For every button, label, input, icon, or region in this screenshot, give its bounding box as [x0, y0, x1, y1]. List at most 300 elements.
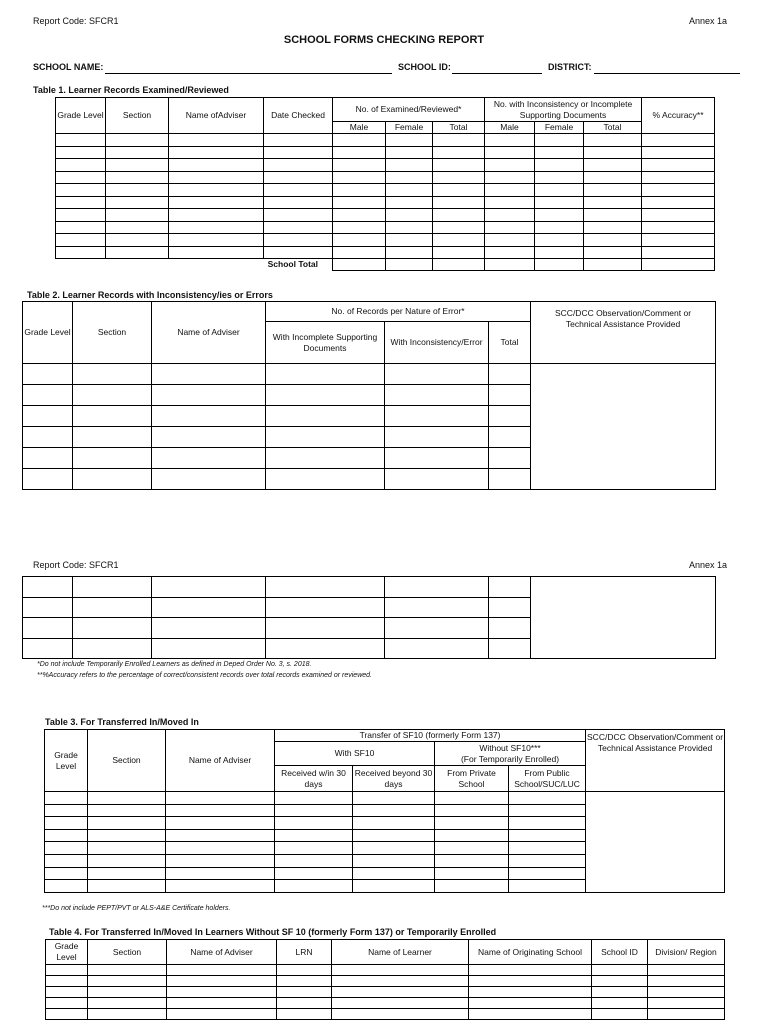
table-cell[interactable] [386, 221, 433, 234]
table-cell[interactable] [169, 246, 264, 259]
table-cell[interactable] [275, 880, 353, 893]
table-cell[interactable] [584, 209, 642, 222]
table-cell[interactable] [56, 234, 106, 247]
table-cell[interactable] [45, 829, 88, 842]
table-cell[interactable] [435, 854, 509, 867]
table-cell[interactable] [45, 804, 88, 817]
t1-total-cell[interactable] [485, 259, 535, 271]
table-cell[interactable] [535, 209, 584, 222]
table-cell[interactable] [353, 854, 435, 867]
table-cell[interactable] [333, 184, 386, 197]
table-cell[interactable] [88, 1009, 167, 1020]
t1-total-cell[interactable] [333, 259, 386, 271]
table-cell[interactable] [333, 196, 386, 209]
table-cell[interactable] [264, 246, 333, 259]
table-cell[interactable] [435, 792, 509, 805]
table-cell[interactable] [332, 1009, 469, 1020]
table-cell[interactable] [266, 638, 385, 659]
table-cell[interactable] [509, 804, 586, 817]
table-cell[interactable] [169, 196, 264, 209]
table-cell[interactable] [264, 196, 333, 209]
table-cell[interactable] [166, 817, 275, 830]
table-cell[interactable] [489, 638, 531, 659]
table-cell[interactable] [333, 134, 386, 147]
table-cell[interactable] [88, 854, 166, 867]
table-cell[interactable] [277, 987, 332, 998]
table-cell[interactable] [435, 817, 509, 830]
table-cell[interactable] [584, 134, 642, 147]
table-cell[interactable] [88, 965, 167, 976]
table-cell[interactable] [433, 171, 485, 184]
table-cell[interactable] [166, 792, 275, 805]
table-cell[interactable] [489, 597, 531, 618]
table-cell[interactable] [169, 209, 264, 222]
table-cell[interactable] [152, 448, 266, 469]
table-cell[interactable] [353, 792, 435, 805]
t1-total-cell[interactable] [584, 259, 642, 271]
table-cell[interactable] [106, 234, 169, 247]
table-cell[interactable] [385, 406, 489, 427]
table-cell[interactable] [485, 246, 535, 259]
table-cell[interactable] [584, 234, 642, 247]
table-cell[interactable] [386, 171, 433, 184]
table-cell[interactable] [584, 159, 642, 172]
table-cell[interactable] [509, 817, 586, 830]
table4-caption: Table 4. For Transferred In/Moved In Learners Without SF 10 (formerly Form 137) or Temporarily Enrolled [49, 927, 497, 937]
table-cell[interactable] [275, 842, 353, 855]
table-cell[interactable] [106, 171, 169, 184]
t3-section-header: Section [88, 730, 166, 792]
table-cell[interactable] [433, 184, 485, 197]
school-id-field[interactable] [452, 73, 542, 74]
table-cell[interactable] [469, 965, 592, 976]
table-cell[interactable] [584, 171, 642, 184]
table-cell[interactable] [584, 146, 642, 159]
table-cell[interactable] [88, 880, 166, 893]
table-cell[interactable] [642, 134, 715, 147]
table-cell[interactable] [485, 146, 535, 159]
table-cell[interactable] [277, 965, 332, 976]
table-cell[interactable] [152, 597, 266, 618]
table-cell[interactable] [642, 171, 715, 184]
table-cell[interactable] [489, 577, 531, 598]
table-cell[interactable] [23, 577, 73, 598]
table-cell[interactable] [73, 597, 152, 618]
table-cell[interactable] [353, 867, 435, 880]
table-cell[interactable] [333, 146, 386, 159]
t1-male-header-2: Male [485, 122, 535, 134]
table-cell[interactable] [385, 469, 489, 490]
table-cell[interactable] [88, 829, 166, 842]
table-cell[interactable] [489, 448, 531, 469]
table-cell[interactable] [469, 987, 592, 998]
table-row [56, 196, 715, 209]
table-cell[interactable] [277, 976, 332, 987]
table-cell[interactable] [642, 234, 715, 247]
table-cell[interactable] [169, 184, 264, 197]
table-cell[interactable] [169, 234, 264, 247]
table-cell[interactable] [45, 867, 88, 880]
table-cell[interactable] [648, 1009, 725, 1020]
table-cell[interactable] [23, 618, 73, 639]
table-cell[interactable] [642, 209, 715, 222]
t1-total-cell[interactable] [535, 259, 584, 271]
t2-body [23, 364, 716, 490]
table-cell[interactable] [23, 448, 73, 469]
table-cell[interactable] [535, 221, 584, 234]
table-cell[interactable] [88, 804, 166, 817]
table-row [56, 134, 715, 147]
table-cell[interactable] [88, 867, 166, 880]
table-cell[interactable] [433, 159, 485, 172]
table-cell[interactable] [433, 146, 485, 159]
table-cell[interactable] [166, 854, 275, 867]
table-cell[interactable] [435, 804, 509, 817]
table-cell[interactable] [489, 618, 531, 639]
table-cell[interactable] [485, 209, 535, 222]
t1-male-header: Male [333, 122, 386, 134]
table-cell[interactable] [73, 577, 152, 598]
table-cell[interactable] [385, 364, 489, 385]
table-cell[interactable] [485, 234, 535, 247]
t4-lrn-header: LRN [277, 940, 332, 965]
table-cell[interactable] [509, 829, 586, 842]
table-cell[interactable] [56, 159, 106, 172]
table-cell[interactable] [46, 987, 88, 998]
table-cell[interactable] [642, 146, 715, 159]
table-cell[interactable] [333, 234, 386, 247]
school-name-field[interactable] [105, 73, 392, 74]
table-cell[interactable] [535, 171, 584, 184]
table-cell[interactable] [264, 209, 333, 222]
table-cell[interactable] [264, 184, 333, 197]
table-cell[interactable] [584, 221, 642, 234]
table-cell[interactable] [73, 385, 152, 406]
table-cell[interactable] [88, 817, 166, 830]
table-cell[interactable] [73, 469, 152, 490]
table-cell[interactable] [435, 842, 509, 855]
table-cell[interactable] [592, 987, 648, 998]
table-cell[interactable] [275, 829, 353, 842]
table-row [46, 976, 725, 987]
table-cell[interactable] [353, 817, 435, 830]
table-cell[interactable] [106, 196, 169, 209]
table-cell[interactable] [489, 427, 531, 448]
table-cell[interactable] [277, 998, 332, 1009]
page-title: SCHOOL FORMS CHECKING REPORT [283, 34, 485, 46]
table-cell[interactable] [535, 246, 584, 259]
table-cell[interactable] [592, 1009, 648, 1020]
table-cell[interactable] [592, 998, 648, 1009]
table-cell[interactable] [584, 184, 642, 197]
table-cell[interactable] [642, 221, 715, 234]
table-cell[interactable] [152, 469, 266, 490]
table-cell[interactable] [266, 364, 385, 385]
t2c-body [23, 577, 716, 659]
table-cell[interactable] [489, 385, 531, 406]
table-cell[interactable] [535, 146, 584, 159]
table-cell[interactable] [266, 577, 385, 598]
table-cell[interactable] [648, 965, 725, 976]
table-cell[interactable] [166, 867, 275, 880]
table-cell[interactable] [56, 221, 106, 234]
table-cell[interactable] [435, 829, 509, 842]
table-cell[interactable] [332, 965, 469, 976]
table-cell[interactable] [509, 792, 586, 805]
table-cell[interactable] [152, 638, 266, 659]
table-cell[interactable] [469, 998, 592, 1009]
table-cell[interactable] [386, 234, 433, 247]
district-field[interactable] [594, 73, 740, 74]
table-cell[interactable] [275, 817, 353, 830]
table-row [56, 221, 715, 234]
table-cell[interactable] [23, 427, 73, 448]
table-cell[interactable] [45, 817, 88, 830]
table-cell[interactable] [45, 792, 88, 805]
table-cell[interactable] [266, 597, 385, 618]
table-cell[interactable] [73, 364, 152, 385]
table-cell[interactable] [386, 146, 433, 159]
t3-temp-enrolled-label: (For Temporarily Enrolled) [460, 753, 560, 764]
table-cell[interactable] [332, 976, 469, 987]
table-cell[interactable] [152, 427, 266, 448]
table-cell[interactable] [169, 221, 264, 234]
table-cell[interactable] [485, 196, 535, 209]
table-cell[interactable] [385, 448, 489, 469]
table-cell[interactable] [56, 146, 106, 159]
table-cell[interactable] [333, 209, 386, 222]
t1-total-cell[interactable] [386, 259, 433, 271]
table-cell[interactable] [353, 880, 435, 893]
table-cell[interactable] [266, 469, 385, 490]
table-cell[interactable] [106, 221, 169, 234]
table-cell[interactable] [88, 792, 166, 805]
table-cell[interactable] [23, 638, 73, 659]
table-cell[interactable] [386, 184, 433, 197]
table-cell[interactable] [385, 618, 489, 639]
table-cell[interactable] [56, 209, 106, 222]
table-cell[interactable] [509, 854, 586, 867]
footnote-3: ***Do not include PEPT/PVT or ALS-A&E Certificate holders. [42, 905, 231, 912]
table-cell[interactable] [642, 246, 715, 259]
table-cell[interactable] [332, 998, 469, 1009]
table-cell[interactable] [166, 804, 275, 817]
table-cell[interactable] [264, 146, 333, 159]
table-cell[interactable] [167, 976, 277, 987]
table-cell[interactable] [509, 842, 586, 855]
table-cell[interactable] [56, 134, 106, 147]
table-cell[interactable] [333, 246, 386, 259]
table-cell[interactable] [535, 196, 584, 209]
table-cell[interactable] [46, 998, 88, 1009]
table-cell[interactable] [167, 987, 277, 998]
table-cell[interactable] [56, 171, 106, 184]
observation-cell[interactable] [586, 792, 725, 893]
table-cell[interactable] [433, 196, 485, 209]
table-cell[interactable] [167, 1009, 277, 1020]
table-cell[interactable] [266, 406, 385, 427]
table-cell[interactable] [485, 134, 535, 147]
table-cell[interactable] [485, 159, 535, 172]
table-cell[interactable] [485, 221, 535, 234]
table-cell[interactable] [435, 880, 509, 893]
page2-report-code: Report Code: SFCR1 [33, 560, 119, 570]
table-cell[interactable] [385, 385, 489, 406]
table-cell[interactable] [385, 638, 489, 659]
observation-cell[interactable] [531, 364, 716, 490]
table-cell[interactable] [46, 965, 88, 976]
table-cell[interactable] [45, 842, 88, 855]
table-cell[interactable] [333, 221, 386, 234]
table-cell[interactable] [264, 159, 333, 172]
table-cell[interactable] [535, 234, 584, 247]
table-cell[interactable] [106, 134, 169, 147]
table-cell[interactable] [88, 987, 167, 998]
table-cell[interactable] [169, 146, 264, 159]
table-cell[interactable] [106, 246, 169, 259]
table-cell[interactable] [23, 597, 73, 618]
table-cell[interactable] [152, 385, 266, 406]
table-cell[interactable] [166, 829, 275, 842]
table-cell[interactable] [642, 184, 715, 197]
table-cell[interactable] [106, 146, 169, 159]
table-cell[interactable] [166, 880, 275, 893]
table-cell[interactable] [266, 618, 385, 639]
table-cell[interactable] [169, 159, 264, 172]
table-cell[interactable] [433, 134, 485, 147]
table-cell[interactable] [535, 159, 584, 172]
table-cell[interactable] [489, 406, 531, 427]
table-cell[interactable] [386, 196, 433, 209]
table-cell[interactable] [73, 406, 152, 427]
table-cell[interactable] [106, 159, 169, 172]
table-cell[interactable] [106, 209, 169, 222]
t1-accuracy-header: % Accuracy** [642, 98, 715, 134]
table-cell[interactable] [333, 171, 386, 184]
table-cell[interactable] [266, 448, 385, 469]
table-cell[interactable] [88, 976, 167, 987]
table-cell[interactable] [592, 976, 648, 987]
table-cell[interactable] [386, 246, 433, 259]
table-cell[interactable] [642, 159, 715, 172]
table-cell[interactable] [275, 867, 353, 880]
table-cell[interactable] [45, 880, 88, 893]
table-cell[interactable] [152, 364, 266, 385]
table-cell[interactable] [386, 209, 433, 222]
table-cell[interactable] [353, 842, 435, 855]
table-cell[interactable] [489, 469, 531, 490]
table-cell[interactable] [386, 159, 433, 172]
table-cell[interactable] [73, 618, 152, 639]
table-cell[interactable] [275, 854, 353, 867]
table-cell[interactable] [266, 427, 385, 448]
annex-label: Annex 1a [689, 16, 728, 26]
table-row [56, 234, 715, 247]
table-cell[interactable] [264, 221, 333, 234]
table-cell[interactable] [167, 965, 277, 976]
table-cell[interactable] [584, 246, 642, 259]
table-cell[interactable] [167, 998, 277, 1009]
table-cell[interactable] [73, 638, 152, 659]
table-cell[interactable] [353, 804, 435, 817]
table-cell[interactable] [56, 184, 106, 197]
table-cell[interactable] [152, 406, 266, 427]
table-cell[interactable] [46, 976, 88, 987]
table-cell[interactable] [648, 998, 725, 1009]
t1-total-cell[interactable] [433, 259, 485, 271]
table-cell[interactable] [648, 987, 725, 998]
table-cell[interactable] [469, 1009, 592, 1020]
table-cell[interactable] [88, 842, 166, 855]
table-cell[interactable] [485, 171, 535, 184]
table-cell[interactable] [353, 829, 435, 842]
table-cell[interactable] [509, 880, 586, 893]
t4-section-header: Section [88, 940, 167, 965]
table-cell[interactable] [509, 867, 586, 880]
table-cell[interactable] [433, 234, 485, 247]
table-cell[interactable] [23, 406, 73, 427]
table-cell[interactable] [275, 804, 353, 817]
table-cell[interactable] [264, 134, 333, 147]
table-cell[interactable] [469, 976, 592, 987]
table-cell[interactable] [23, 385, 73, 406]
table-cell[interactable] [56, 246, 106, 259]
table-cell[interactable] [106, 184, 169, 197]
table-cell[interactable] [435, 867, 509, 880]
table-cell[interactable] [485, 184, 535, 197]
table-cell[interactable] [23, 364, 73, 385]
table-cell[interactable] [386, 134, 433, 147]
table-cell[interactable] [56, 196, 106, 209]
table-cell[interactable] [264, 234, 333, 247]
table-cell[interactable] [385, 577, 489, 598]
table-cell[interactable] [46, 1009, 88, 1020]
table-cell[interactable] [535, 184, 584, 197]
footnote-2: **%Accuracy refers to the percentage of correct/consistent records over total records examined or reviewed. [37, 672, 372, 679]
table-cell[interactable] [152, 618, 266, 639]
table-cell[interactable] [166, 842, 275, 855]
table-cell[interactable] [489, 364, 531, 385]
table-cell[interactable] [332, 987, 469, 998]
table-cell[interactable] [45, 854, 88, 867]
table-cell[interactable] [169, 171, 264, 184]
table-cell[interactable] [73, 448, 152, 469]
table-cell[interactable] [385, 597, 489, 618]
table-cell[interactable] [592, 965, 648, 976]
table-cell[interactable] [266, 385, 385, 406]
table-cell[interactable] [277, 1009, 332, 1020]
table-cell[interactable] [333, 159, 386, 172]
table-cell[interactable] [642, 196, 715, 209]
observation-cell[interactable] [531, 577, 716, 659]
table-cell[interactable] [275, 792, 353, 805]
table-cell[interactable] [88, 998, 167, 1009]
table-cell[interactable] [535, 134, 584, 147]
t3-observation-header: SCC/DCC Observation/Comment or Technical Assistance Provided [586, 730, 725, 792]
table-cell[interactable] [433, 221, 485, 234]
table-cell[interactable] [73, 427, 152, 448]
t1-total-cell[interactable] [642, 259, 715, 271]
table-cell[interactable] [433, 246, 485, 259]
table-cell[interactable] [264, 171, 333, 184]
table-cell[interactable] [584, 196, 642, 209]
table-cell[interactable] [23, 469, 73, 490]
table-cell[interactable] [433, 209, 485, 222]
table-cell[interactable] [648, 976, 725, 987]
table-cell[interactable] [152, 577, 266, 598]
table-cell[interactable] [169, 134, 264, 147]
table-cell[interactable] [385, 427, 489, 448]
